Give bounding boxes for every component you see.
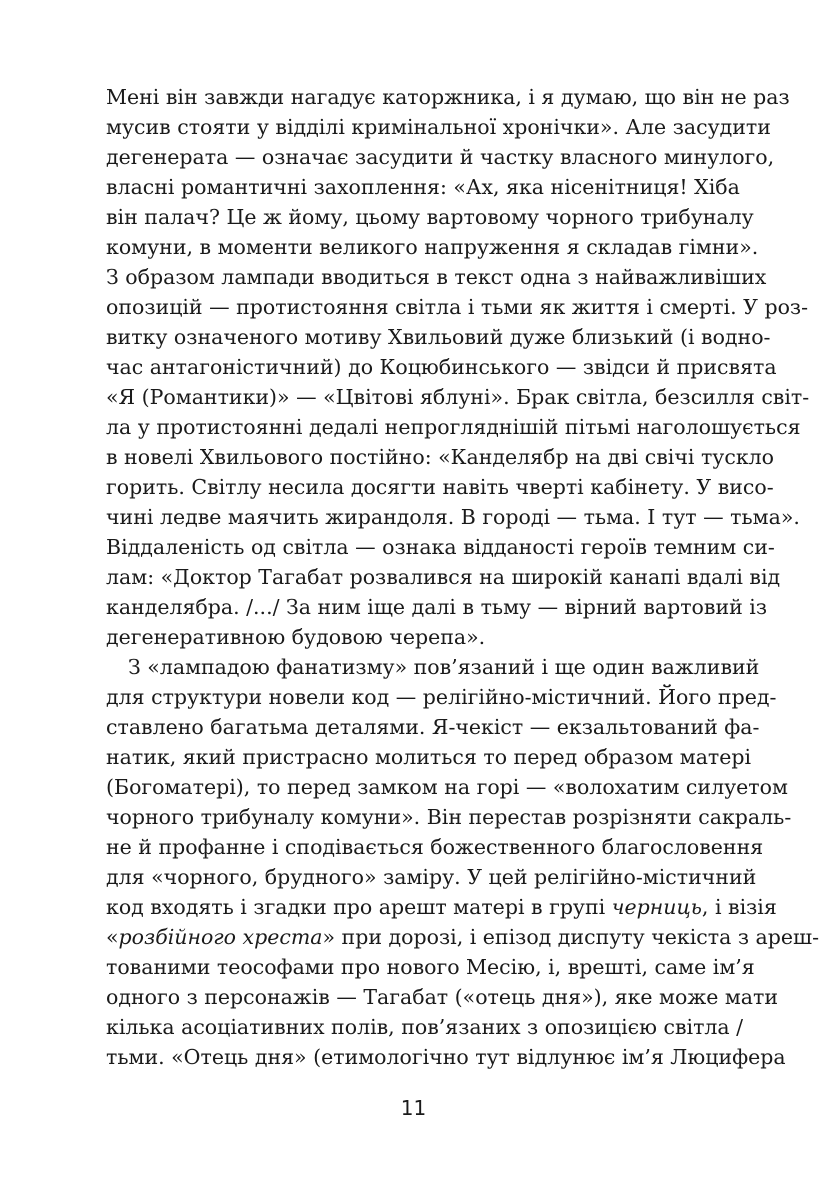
- text-line: Віддаленість од світла — ознака відданості героїв темним си-: [106, 535, 775, 559]
- page-number: 11: [400, 1096, 427, 1120]
- text-line: дегенерата — означає засудити й частку власного минулого,: [106, 145, 775, 169]
- text-line: він палач? Це ж йому, цьому вартовому чорного трибуналу: [106, 205, 754, 229]
- text-line: дегенеративною будовою черепа».: [106, 625, 486, 649]
- text-line: чорного трибуналу комуни». Він перестав розрізняти сакраль-: [106, 805, 792, 829]
- text-line: комуни, в моменти великого напруження я складав гімни».: [106, 235, 759, 259]
- text-line: код входять і згадки про арешт матері в групі черниць, і візія: [106, 895, 777, 919]
- text-line: власні романтичні захоплення: «Ах, яка нісенітниця! Хіба: [106, 175, 740, 199]
- page-body: [106, 82, 819, 1072]
- text-line: лам: «Доктор Тагабат розвалився на широкій канапі вдалі від: [106, 565, 781, 589]
- text-line: З «лампадою фанатизму» пов’язаний і ще один важливий: [128, 655, 760, 679]
- text-line: тованими теософами про нового Месію, і, врешті, саме ім’я: [106, 955, 755, 979]
- text-line: витку означеного мотиву Хвильовий дуже близький (і водно-: [106, 325, 771, 349]
- text-line: не й профанне і сподівається божественного благословення: [106, 835, 764, 859]
- text-line: тьми. «Отець дня» (етимологічно тут відлунює ім’я Люцифера: [106, 1045, 786, 1069]
- text-line: ставлено багатьма деталями. Я-чекіст — екзальтований фа-: [106, 715, 760, 739]
- text-line: «розбійного хреста» при дорозі, і епізод диспуту чекіста з ареш-: [106, 925, 819, 949]
- text-line: горить. Світлу несила досягти навіть чверті кабінету. У висо-: [106, 475, 774, 499]
- text-line: натик, який пристрасно молиться то перед образом матері: [106, 745, 752, 769]
- text-line: в новелі Хвильового постійно: «Канделябр на дві свічі тускло: [106, 445, 775, 469]
- text-line: опозицій — протистояння світла і тьми як життя і смерті. У роз-: [106, 295, 809, 319]
- text-line: час антагоністичний) до Коцюбинського — звідси й присвята: [106, 355, 777, 379]
- text-line: Мені він завжди нагадує каторжника, і я думаю, що він не раз: [106, 85, 790, 109]
- text-line: мусив стояти у відділі кримінальної хронічки». Але засудити: [106, 115, 771, 139]
- text-line: канделябра. /.../ За ним іще далі в тьму — вірний вартовий із: [106, 595, 768, 619]
- text-line: для структури новели код — релігійно-містичний. Його пред-: [106, 685, 777, 709]
- text-line: З образом лампади вводиться в текст одна з найважливіших: [106, 265, 767, 289]
- text-line: чині ледве маячить жирандоля. В городі — тьма. І тут — тьма».: [106, 505, 800, 529]
- text-line: ла у протистоянні дедалі непрогляднішій пітьмі наголошується: [106, 415, 801, 439]
- text-line: для «чорного, брудного» заміру. У цей релігійно-містичний: [106, 865, 757, 889]
- text-line: (Богоматері), то перед замком на горі — «волохатим силуетом: [106, 775, 788, 799]
- text-line: «Я (Романтики)» — «Цвітові яблуні». Брак світла, безсилля світ-: [106, 385, 810, 409]
- text-line: кілька асоціативних полів, пов’язаних з опозицією світла /: [106, 1015, 744, 1039]
- text-line: одного з персонажів — Тагабат («отець дня»), яке може мати: [106, 985, 779, 1009]
